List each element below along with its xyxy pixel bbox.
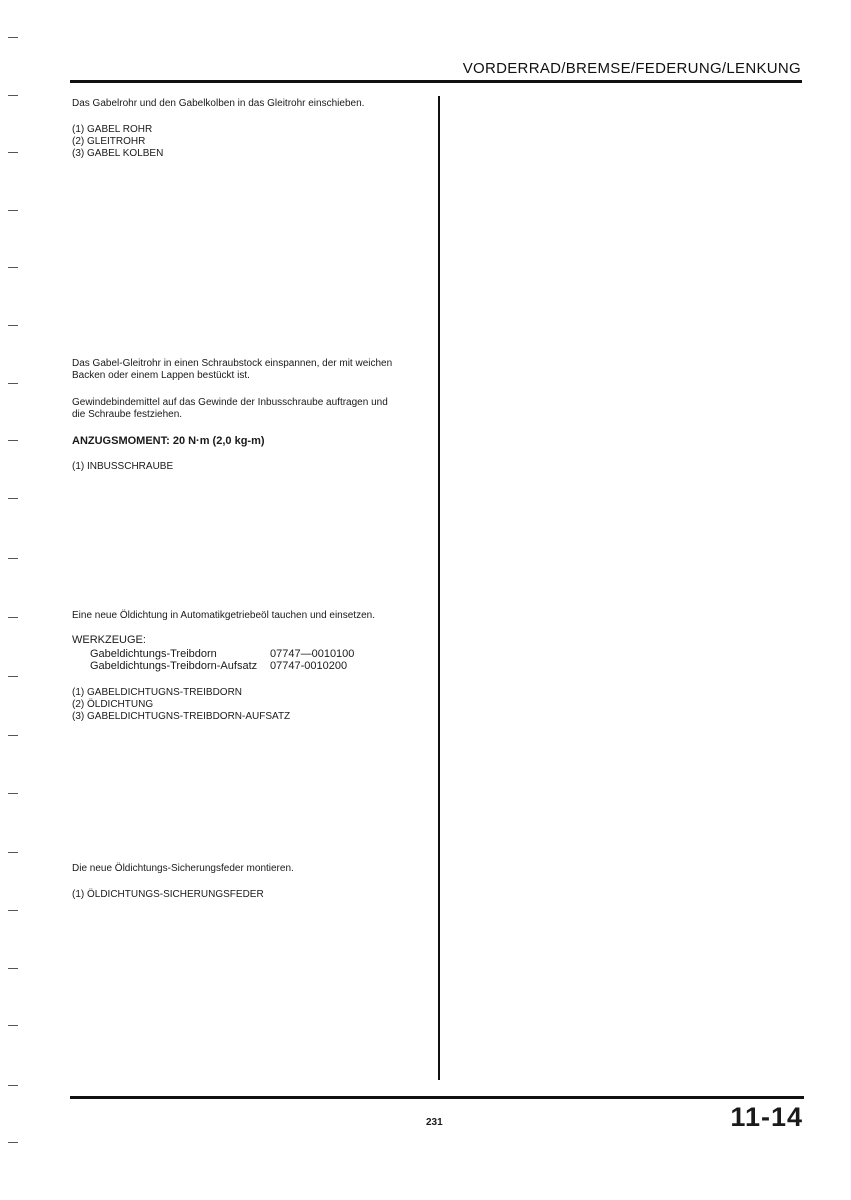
margin-tick (8, 968, 18, 969)
column-divider (438, 96, 440, 1080)
margin-tick (8, 1085, 18, 1086)
step-instruction: Das Gabel-Gleitrohr in einen Schraubstock einspannen, der mit weichen (72, 358, 393, 369)
page-number: 231 (426, 1117, 443, 1128)
margin-tick (8, 152, 18, 153)
tools-heading: WERKZEUGE: (72, 634, 146, 646)
margin-tick (8, 267, 18, 268)
step-instruction: Backen oder einem Lappen bestückt ist. (72, 370, 250, 381)
part-label: (2) ÖLDICHTUNG (72, 699, 154, 710)
tool-number: 07747—0010100 (270, 648, 355, 660)
margin-tick (8, 498, 18, 499)
margin-tick (8, 37, 18, 38)
section-page-number: 11-14 (730, 1102, 803, 1132)
margin-tick (8, 676, 18, 677)
margin-tick (8, 617, 18, 618)
margin-tick (8, 440, 18, 441)
part-label: (1) GABEL ROHR (72, 124, 153, 135)
step-instruction: Die neue Öldichtungs-Sicherungsfeder montieren. (72, 863, 294, 874)
part-label: (1) GABELDICHTUGNS-TREIBDORN (72, 687, 243, 698)
margin-tick (8, 910, 18, 911)
margin-tick (8, 383, 18, 384)
margin-tick (8, 735, 18, 736)
margin-tick (8, 793, 18, 794)
binding-margin-marks (0, 0, 30, 1200)
page-header-title: VORDERRAD/BREMSE/FEDERUNG/LENKUNG (462, 60, 801, 77)
part-label: (1) INBUSSCHRAUBE (72, 461, 174, 472)
tool-number: 07747-0010200 (270, 660, 348, 672)
step-instruction: Gewindebindemittel auf das Gewinde der Inbusschraube auftragen und (72, 397, 388, 408)
tool-name: Gabeldichtungs-Treibdorn (90, 648, 217, 660)
torque-spec: ANZUGSMOMENT: 20 N·m (2,0 kg-m) (72, 435, 265, 447)
margin-tick (8, 852, 18, 853)
footer-rule (70, 1096, 804, 1099)
margin-tick (8, 1142, 18, 1143)
margin-tick (8, 95, 18, 96)
margin-tick (8, 325, 18, 326)
step-instruction: die Schraube festziehen. (72, 409, 183, 420)
part-label: (2) GLEITROHR (72, 136, 146, 147)
header-rule (70, 80, 802, 83)
margin-tick (8, 210, 18, 211)
margin-tick (8, 558, 18, 559)
part-label: (3) GABELDICHTUGNS-TREIBDORN-AUFSATZ (72, 711, 291, 722)
tool-name: Gabeldichtungs-Treibdorn-Aufsatz (90, 660, 258, 672)
part-label: (3) GABEL KOLBEN (72, 148, 164, 159)
step-instruction: Eine neue Öldichtung in Automatikgetriebeöl tauchen und einsetzen. (72, 610, 375, 621)
part-label: (1) ÖLDICHTUNGS-SICHERUNGSFEDER (72, 889, 264, 900)
step-instruction: Das Gabelrohr und den Gabelkolben in das Gleitrohr einschieben. (72, 98, 365, 109)
margin-tick (8, 1025, 18, 1026)
